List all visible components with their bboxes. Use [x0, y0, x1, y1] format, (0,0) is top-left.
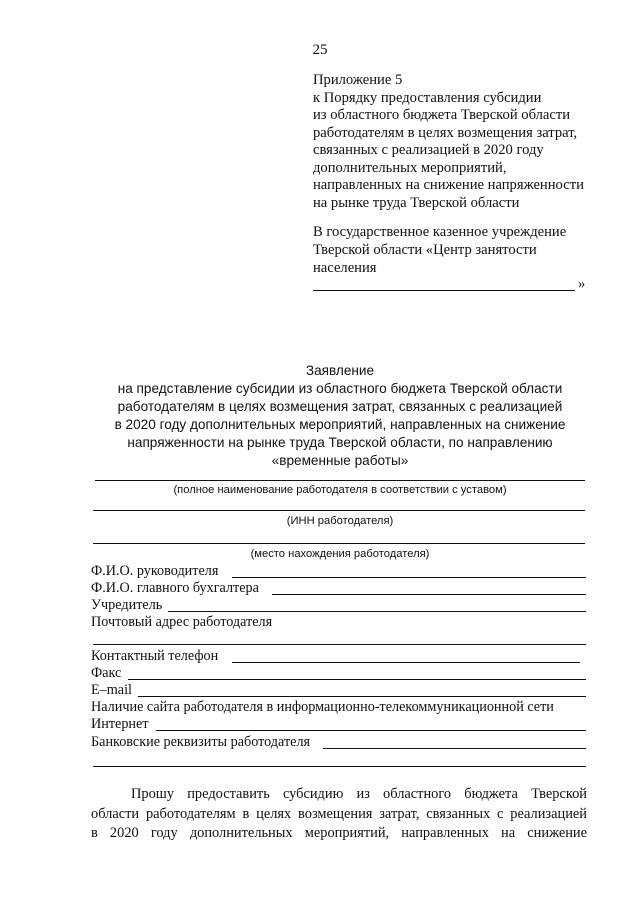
bank-details-blank-line — [323, 748, 586, 749]
email-label: E–mail — [91, 682, 132, 698]
appendix-line: направленных на снижение напряженности — [313, 177, 584, 193]
phone-label: Контактный телефон — [91, 648, 219, 664]
location-blank-line — [93, 543, 585, 544]
appendix-block — [313, 72, 613, 212]
appendix-line: связанных с реализацией в 2020 году — [313, 142, 544, 158]
founder-blank-line — [168, 611, 586, 612]
title-line: напряженности на рынке труда Тверской области, по направлению — [127, 435, 553, 450]
appendix-line: Приложение 5 — [313, 72, 403, 88]
paragraph-line: Прошу предоставить субсидию из областного бюджета Тверской — [131, 786, 587, 802]
chief-accountant-blank-line — [272, 594, 586, 595]
bank-details-label: Банковские реквизиты работодателя — [91, 734, 311, 750]
addressee-line: В государственное казенное учреждение — [313, 224, 567, 240]
founder-label: Учредитель — [91, 597, 163, 613]
title-line: работодателям в целях возмещения затрат, связанных с реализацией — [117, 399, 563, 414]
addressee-blank-row — [313, 276, 593, 294]
title-line: на представление субсидии из областного бюджета Тверской области — [117, 381, 563, 396]
head-name-label: Ф.И.О. руководителя — [91, 563, 219, 579]
appendix-line: дополнительных мероприятий, — [313, 159, 507, 176]
fax-blank-line — [128, 679, 586, 680]
postal-address-blank-line — [93, 644, 586, 645]
title-line: «временные работы» — [271, 453, 409, 468]
inn-caption: (ИНН работодателя) — [286, 515, 394, 527]
addressee-block — [313, 223, 613, 277]
paragraph-line: в 2020 году дополнительных мероприятий, направленных на снижение — [91, 825, 587, 841]
full-name-caption: (полное наименование работодателя в соответствии с уставом) — [173, 484, 507, 496]
postal-address-label: Почтовый адрес работодателя — [91, 614, 273, 630]
title-heading: Заявление — [305, 363, 375, 378]
appendix-line: из областного бюджета Тверской области — [313, 107, 571, 123]
closing-quote: » — [578, 276, 586, 292]
title-line: в 2020 году дополнительных мероприятий, направленных на снижение — [114, 417, 566, 432]
website-label-cont: Интернет — [91, 716, 149, 732]
website-label: Наличие сайта работодателя в информационно-телекоммуникационной сети — [91, 699, 554, 715]
appendix-line: к Порядку предоставления субсидии — [313, 89, 542, 106]
full-name-blank-line — [95, 480, 585, 481]
inn-blank-line — [93, 510, 585, 511]
application-title — [90, 362, 590, 470]
addressee-line: населения — [313, 260, 377, 276]
addressee-line: Тверской области «Центр занятости — [313, 242, 537, 258]
head-name-blank-line — [232, 577, 586, 578]
paragraph-line: области работодателям в целях возмещения затрат, связанных с реализацией — [91, 805, 587, 822]
chief-accountant-label: Ф.И.О. главного бухгалтера — [91, 580, 259, 596]
appendix-line: на рынке труда Тверской области — [313, 194, 520, 211]
location-caption: (место нахождения работодателя) — [250, 548, 430, 560]
addressee-blank-line — [313, 290, 575, 291]
email-blank-line — [138, 696, 586, 697]
phone-blank-line — [232, 662, 580, 663]
request-paragraph — [91, 785, 587, 844]
fax-label: Факс — [91, 665, 122, 681]
appendix-line: работодателям в целях возмещения затрат, — [313, 124, 578, 141]
website-blank-line — [156, 730, 586, 731]
page-number: 25 — [312, 42, 328, 58]
bank-details-blank-line-2 — [93, 766, 586, 767]
